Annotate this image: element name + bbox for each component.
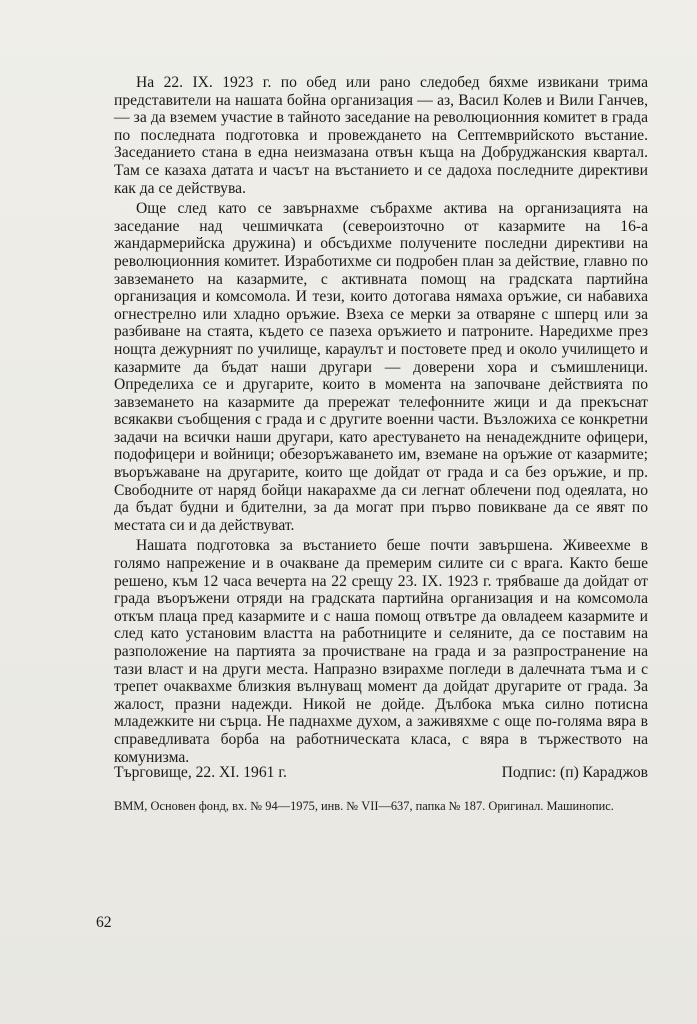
place-date: Търговище, 22. XI. 1961 г. [114,764,287,781]
signature-line [114,764,648,782]
paragraph-2: Още след като се завърнахме събрахме актива на организацията на заседание над чешмичката (североизточно от казармите на 16-а жандармерийска дружина) и обсъдихме получените последни директиви на революционния комитет. Изработихме си подробен план за действие, главно по завземането на казармите, с активната помощ на градската партийна организация и комсомола. И тези, които дотогава нямаха оръжие, си набавиха огнестрелно или хладно оръжие. Взеха се мерки за отваряне с шперц или за разбиване на стаята, където се пазеха оръжието и патроните. Наредихме през нощта дежурният по училище, караулът и постовете пред и около училището и казармите да бъдат наши другари — доверени хора и съмишленици. Определихa се и другарите, които в момента на започване действията по завземането на казармите да прережат телефонните жици и да прекъснат всякакви съобщения с града и с другите военни части. Възложиха се конкретни задачи на всички наши другари, като арестуването на ненадеждните офицери, подофицери и войници; обезоръжаването им, вземане на оръжие от казармите; въоръжаване на другарите, които ще дойдат от града и са без оръжие, и пр. Свободните от наряд бойци накарахме да си легнат облечени под одеялата, но да бъдат будни и бдителни, за да могат при първо повикване да се явят по местата си и да действуват. [114,200,648,534]
page-number: 62 [96,914,112,931]
paragraph-3: Нашата подготовка за въстанието беше почти завършена. Живеехме в голямо напрежение и в очакване да премерим силите си с врага. Както беше решено, към 12 часа вечерта на 22 срещу 23. IX. 1923 г. трябваше да дойдат от града въоръжени отряди на градската партийна организация и на комсомола откъм плаца пред казармите и с наша помощ отвътре да овладеем казармите и след като установим властта на работниците и селяните, да се поставим на разположение на партията за прочистване на града и за разпространение на тази власт и на други места. Напразно взирахме погледи в далечната тъма и с трепет очаквахме близкия вълнуващ момент да дойдат другарите от града. За жалост, празни надежди. Никой не дойде. Дълбока мъка силно потисна младежките ни сърца. Не паднахме духом, а заживяхме с още по-голяма вяра в справедливата борба на работническата класа, с вяра в тържеството на комунизма. [114,537,648,766]
paragraph-1: На 22. IX. 1923 г. по обед или рано следобед бяхме извикани трима представители на нашата бойна организация — аз, Васил Колев и Вили Ганчев, — за да вземем участие в тайното заседание на революционния комитет в града по последната подготовка и провеждането на Септемврийското въстание. Заседанието стана в една неизмазана отвън къща на Добруджанския квартал. Там се казаха датата и часът на въстанието и се дадоха последните директиви как да се действува. [114,74,648,197]
memoir-text [114,74,648,766]
archival-source-note: ВММ, Основен фонд, вх. № 94—1975, инв. № VII—637, папка № 187. Оригинал. Машинопис. [114,799,614,813]
signature: Подпис: (п) Караджов [501,764,648,781]
